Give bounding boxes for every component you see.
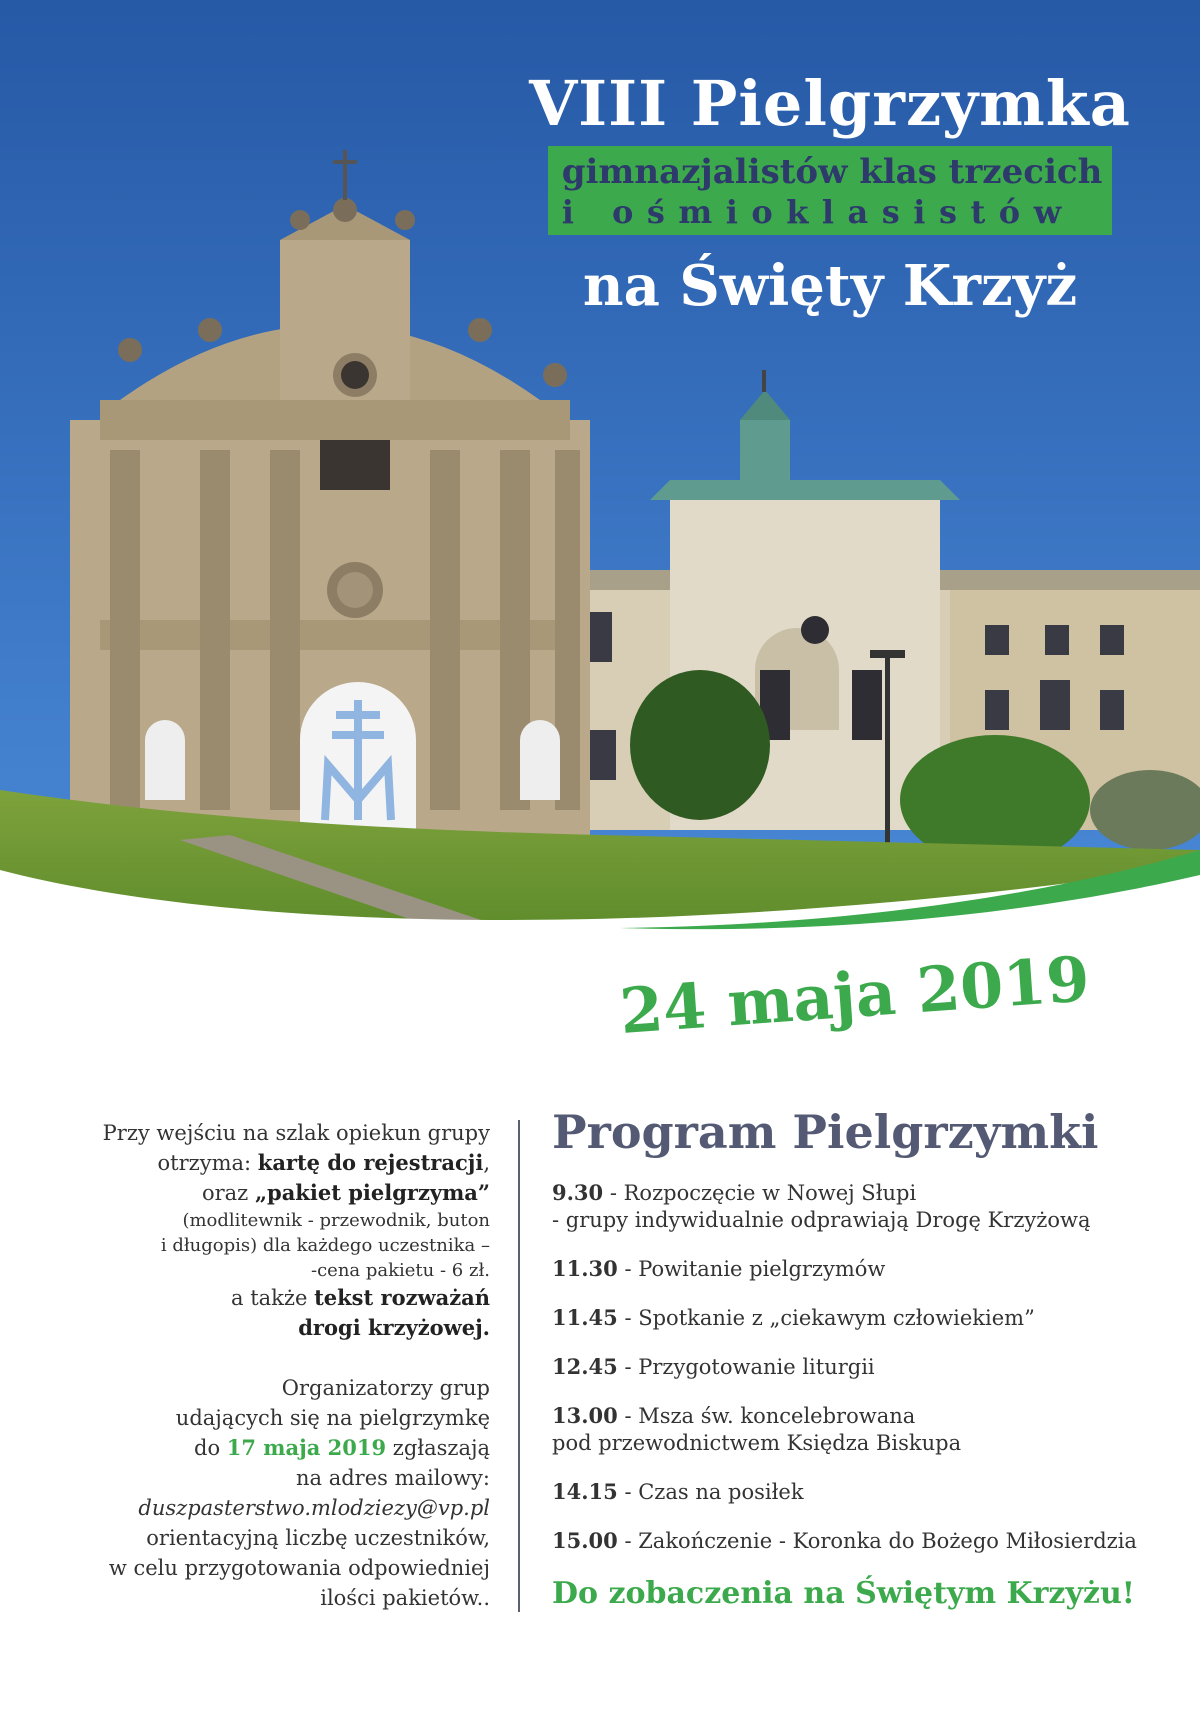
info-line: -cena pakietu - 6 zł. bbox=[311, 1260, 490, 1281]
program-activity: Spotkanie z „ciekawym człowiekiem” bbox=[638, 1306, 1035, 1330]
event-date: 24 maja 2019 bbox=[617, 942, 1092, 1048]
program-item-line: 13.00 - Msza św. koncelebrowana bbox=[552, 1403, 916, 1428]
column-divider bbox=[518, 1120, 520, 1612]
info-line: udających się na pielgrzymkę bbox=[175, 1406, 490, 1430]
info-line: Przy wejściu na szlak opiekun grupy bbox=[102, 1121, 490, 1145]
program-item-line: 11.45 - Spotkanie z „ciekawym człowiekiem” bbox=[552, 1305, 1035, 1330]
program-item bbox=[552, 1353, 1182, 1381]
title-box-line1: gimnazjalistów klas trzecich bbox=[561, 152, 1103, 193]
program-activity: - grupy indywidualnie odprawiają Drogę Krzyżową bbox=[552, 1208, 1091, 1232]
program-item-line: 9.30 - Rozpoczęcie w Nowej Słupi bbox=[552, 1180, 917, 1205]
info-line: oraz „pakiet pielgrzyma” bbox=[201, 1180, 490, 1205]
title-highlight-box bbox=[548, 146, 1113, 235]
title-main: VIII Pielgrzymka bbox=[529, 67, 1131, 140]
program-time: 11.30 bbox=[552, 1256, 618, 1281]
info-line: otrzyma: kartę do rejestracji, bbox=[157, 1150, 490, 1175]
program-item-line: 11.30 - Powitanie pielgrzymów bbox=[552, 1256, 886, 1281]
program-item bbox=[552, 1402, 1182, 1457]
program-time: 15.00 bbox=[552, 1528, 618, 1553]
program-item bbox=[552, 1304, 1182, 1332]
info-bold: drogi krzyżowej. bbox=[298, 1315, 490, 1340]
program-activity: Przygotowanie liturgii bbox=[638, 1355, 875, 1379]
program-activity: Rozpoczęcie w Nowej Słupi bbox=[623, 1181, 917, 1205]
registration-info bbox=[40, 1118, 490, 1613]
program-section bbox=[552, 1105, 1182, 1611]
info-line: (modlitewnik - przewodnik, buton bbox=[182, 1210, 490, 1231]
title-box-line2: i ośmioklasistów bbox=[561, 192, 1075, 231]
program-time: 14.15 bbox=[552, 1479, 618, 1504]
email-address[interactable]: duszpasterstwo.mlodziezy@vp.pl bbox=[138, 1496, 490, 1520]
program-list bbox=[552, 1179, 1182, 1555]
program-item bbox=[552, 1527, 1182, 1555]
program-item-line bbox=[552, 1430, 1182, 1457]
program-time: 9.30 bbox=[552, 1180, 604, 1205]
info-line: orientacyjną liczbę uczestników, bbox=[146, 1526, 490, 1550]
closing-message: Do zobaczenia na Świętym Krzyżu! bbox=[552, 1576, 1135, 1611]
info-line: do 17 maja 2019 zgłaszają bbox=[194, 1435, 490, 1460]
info-line: a także tekst rozważań bbox=[231, 1285, 490, 1310]
program-activity: Msza św. koncelebrowana bbox=[638, 1404, 916, 1428]
info-bold: „pakiet pielgrzyma” bbox=[254, 1180, 490, 1205]
program-item bbox=[552, 1478, 1182, 1506]
program-item bbox=[552, 1255, 1182, 1283]
info-line: Organizatorzy grup bbox=[281, 1376, 490, 1400]
program-activity: Zakończenie - Koronka do Bożego Miłosierdzia bbox=[638, 1529, 1137, 1553]
title-block bbox=[520, 67, 1140, 320]
program-title: Program Pielgrzymki bbox=[552, 1105, 1099, 1159]
program-item-line: 15.00 - Zakończenie - Koronka do Bożego Miłosierdzia bbox=[552, 1528, 1137, 1553]
program-time: 12.45 bbox=[552, 1354, 618, 1379]
program-activity: Czas na posiłek bbox=[638, 1480, 804, 1504]
program-item-line bbox=[552, 1207, 1182, 1234]
program-time: 11.45 bbox=[552, 1305, 618, 1330]
info-line: w celu przygotowania odpowiedniej bbox=[108, 1556, 490, 1580]
program-activity: pod przewodnictwem Księdza Biskupa bbox=[552, 1431, 962, 1455]
info-line bbox=[40, 1313, 490, 1343]
info-bold: tekst rozważań bbox=[314, 1285, 490, 1310]
program-time: 13.00 bbox=[552, 1403, 618, 1428]
deadline-date: 17 maja 2019 bbox=[226, 1435, 387, 1460]
info-line: ilości pakietów.. bbox=[320, 1586, 490, 1610]
program-item-line: 12.45 - Przygotowanie liturgii bbox=[552, 1354, 875, 1379]
program-item bbox=[552, 1179, 1182, 1234]
program-item-line: 14.15 - Czas na posiłek bbox=[552, 1479, 804, 1504]
program-activity: Powitanie pielgrzymów bbox=[638, 1257, 886, 1281]
info-bold: kartę do rejestracji bbox=[257, 1150, 484, 1175]
info-line: na adres mailowy: bbox=[295, 1466, 490, 1490]
title-destination: na Święty Krzyż bbox=[582, 253, 1078, 320]
info-line: i długopis) dla każdego uczestnika – bbox=[160, 1235, 490, 1256]
